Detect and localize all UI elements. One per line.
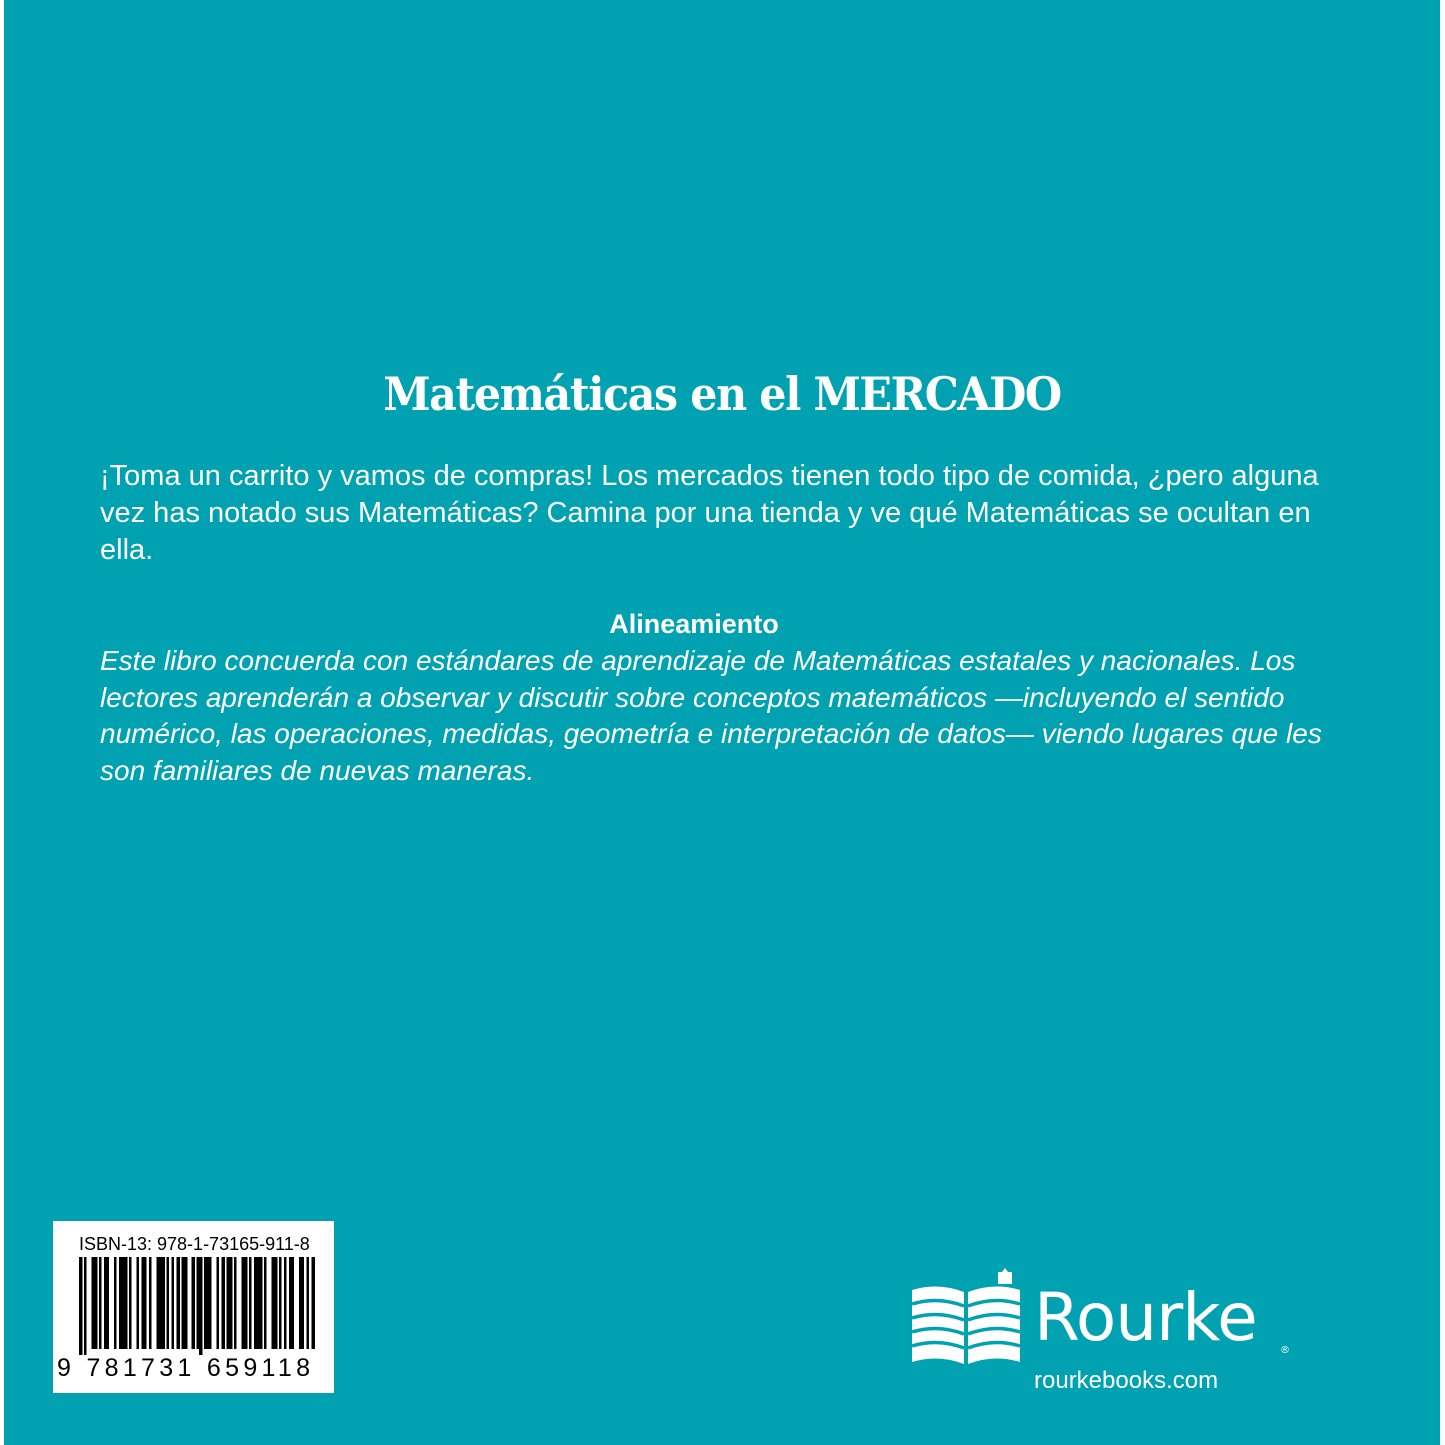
barcode-bar: [249, 1257, 252, 1349]
barcode-bar: [167, 1257, 170, 1349]
publisher-logo: [908, 1268, 1308, 1408]
barcode-bar: [122, 1257, 125, 1349]
barcode-bar: [172, 1257, 175, 1349]
barcode-bar: [99, 1257, 102, 1349]
barcode-bar: [94, 1257, 98, 1349]
barcode-bar: [177, 1257, 181, 1349]
barcode-bar: [162, 1257, 166, 1349]
back-cover: [4, 0, 1440, 1445]
intro-paragraph: ¡Toma un carrito y vamos de compras! Los mercados tienen todo tipo de comida, ¿pero alguna vez has notado sus Matemáticas? Camina por una tienda y ve qué Matemáticas se ocultan en ella.: [100, 460, 1319, 566]
barcode-bar: [229, 1257, 233, 1349]
barcode-bar: [217, 1257, 220, 1349]
publisher-url: rourkebooks.com: [1034, 1367, 1219, 1394]
barcode-bar: [104, 1257, 107, 1349]
barcode-bar: [234, 1257, 237, 1349]
barcode-bar: [227, 1257, 230, 1349]
barcode-bar: [204, 1257, 207, 1349]
publisher-name: Rourke: [1034, 1279, 1257, 1356]
barcode-bar: [124, 1257, 128, 1349]
book-title: Matemáticas en el MERCADO: [383, 367, 1061, 421]
barcode-bar: [199, 1257, 203, 1355]
barcode-digits: 9 781731 659118: [57, 1354, 315, 1382]
barcode-bar: [264, 1257, 267, 1349]
barcode-bar: [192, 1257, 196, 1349]
barcode-bar: [149, 1257, 152, 1349]
alignment-paragraph: Este libro concuerda con estándares de aprendizaje de Matemáticas estatales y nacionales. Los lectores aprenderán a observar y discutir sobre conceptos matemáticos —incluyendo el sentido numérico, las operaciones, medidas, geometría e interpretación de datos— viendo lugares que les son familiares de nuevas maneras.: [100, 645, 1322, 787]
barcode-bar: [129, 1257, 132, 1349]
barcode-bar: [279, 1257, 282, 1349]
barcode-bar: [307, 1257, 310, 1349]
barcode-bar: [257, 1257, 260, 1349]
barcode-bar: [142, 1257, 145, 1349]
barcode-bar: [244, 1257, 248, 1349]
barcode-bar: [272, 1257, 275, 1349]
barcode-bar: [144, 1257, 147, 1349]
barcode-bar: [182, 1257, 185, 1349]
barcode-bar: [242, 1257, 245, 1349]
barcode-bar: [92, 1257, 95, 1349]
barcode-bars-icon: [79, 1257, 315, 1355]
registered-mark: ®: [1280, 1345, 1290, 1356]
barcode-bar: [312, 1257, 316, 1349]
alignment-heading: Alineamiento: [609, 609, 779, 639]
barcode-bar: [107, 1257, 110, 1349]
barcode-bar: [197, 1257, 200, 1349]
barcode-bar: [184, 1257, 188, 1349]
barcode-bar: [137, 1257, 140, 1349]
barcode-bar: [254, 1257, 257, 1349]
barcode-bar: [292, 1257, 295, 1349]
barcode-bar: [209, 1257, 212, 1349]
barcode-bar: [114, 1257, 117, 1349]
barcode-bar: [299, 1257, 302, 1349]
isbn-label: ISBN-13: 978-1-73165-911-8: [79, 1234, 310, 1254]
barcode-bar: [159, 1257, 162, 1349]
isbn-barcode: [53, 1221, 334, 1393]
barcode-bar: [222, 1257, 226, 1349]
barcode-bar: [157, 1257, 160, 1349]
barcode-bar: [79, 1257, 83, 1355]
barcode-bar: [84, 1257, 87, 1355]
barcode-bar: [302, 1257, 305, 1349]
barcode-bar: [284, 1257, 287, 1349]
open-book-logo-icon: [908, 1268, 1024, 1368]
barcode-bar: [274, 1257, 278, 1349]
barcode-bar: [259, 1257, 263, 1349]
barcode-bar: [119, 1257, 122, 1349]
